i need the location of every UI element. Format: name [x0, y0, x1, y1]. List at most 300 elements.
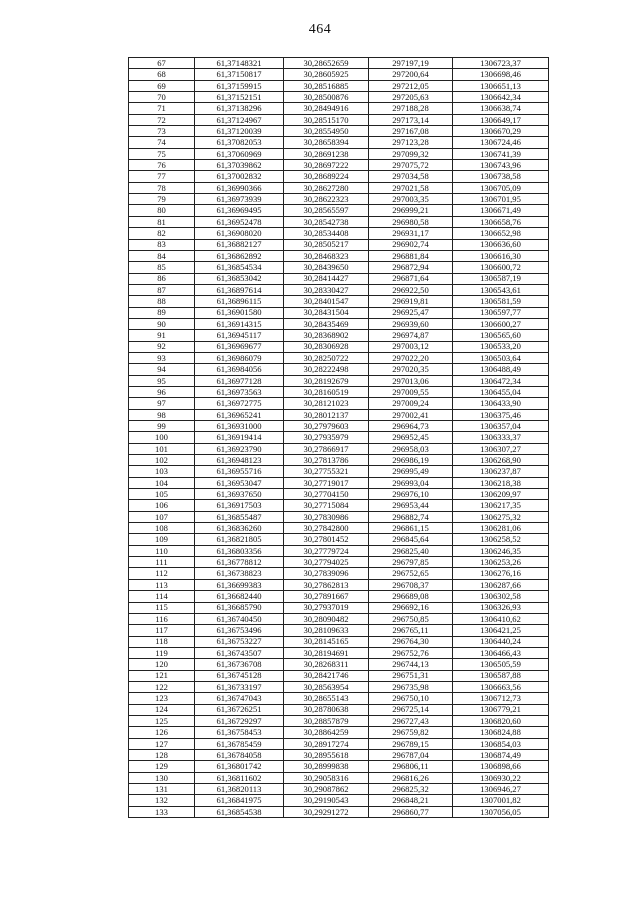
- x-coordinate-cell: 296825,32: [369, 784, 453, 795]
- y-coordinate-cell: 1306505,59: [453, 659, 549, 670]
- point-number-cell: 104: [129, 477, 195, 488]
- point-number-cell: 67: [129, 58, 195, 69]
- y-coordinate-cell: 1306820,60: [453, 715, 549, 726]
- y-coordinate-cell: 1306724,46: [453, 137, 549, 148]
- table-row: [129, 659, 549, 670]
- latitude-cell: 61,36753496: [195, 625, 284, 636]
- table-row: [129, 772, 549, 783]
- y-coordinate-cell: 1306268,90: [453, 455, 549, 466]
- latitude-cell: 61,36882127: [195, 239, 284, 250]
- latitude-cell: 61,36685790: [195, 602, 284, 613]
- coordinates-table: [128, 57, 549, 818]
- table-row: [129, 704, 549, 715]
- x-coordinate-cell: 297013,06: [369, 375, 453, 386]
- y-coordinate-cell: 1306281,06: [453, 523, 549, 534]
- latitude-cell: 61,36908020: [195, 228, 284, 239]
- x-coordinate-cell: 296974,87: [369, 330, 453, 341]
- latitude-cell: 61,36937650: [195, 489, 284, 500]
- latitude-cell: 61,36854538: [195, 806, 284, 817]
- x-coordinate-cell: 297205,63: [369, 92, 453, 103]
- table-row: [129, 341, 549, 352]
- latitude-cell: 61,37148321: [195, 58, 284, 69]
- latitude-cell: 61,36973563: [195, 386, 284, 397]
- longitude-cell: 30,28012137: [284, 409, 369, 420]
- table-row: [129, 477, 549, 488]
- point-number-cell: 98: [129, 409, 195, 420]
- y-coordinate-cell: 1306698,46: [453, 69, 549, 80]
- x-coordinate-cell: 296708,37: [369, 579, 453, 590]
- point-number-cell: 102: [129, 455, 195, 466]
- latitude-cell: 61,36821805: [195, 534, 284, 545]
- table-row: [129, 137, 549, 148]
- latitude-cell: 61,36801742: [195, 761, 284, 772]
- latitude-cell: 61,37159915: [195, 80, 284, 91]
- longitude-cell: 30,28435469: [284, 318, 369, 329]
- table-row: [129, 489, 549, 500]
- latitude-cell: 61,36836260: [195, 523, 284, 534]
- x-coordinate-cell: 296881,84: [369, 250, 453, 261]
- point-number-cell: 111: [129, 557, 195, 568]
- x-coordinate-cell: 296727,43: [369, 715, 453, 726]
- table-row: [129, 103, 549, 114]
- x-coordinate-cell: 296980,58: [369, 216, 453, 227]
- y-coordinate-cell: 1306930,22: [453, 772, 549, 783]
- longitude-cell: 30,28999838: [284, 761, 369, 772]
- x-coordinate-cell: 297099,32: [369, 148, 453, 159]
- latitude-cell: 61,36729297: [195, 715, 284, 726]
- longitude-cell: 30,27813786: [284, 455, 369, 466]
- y-coordinate-cell: 1306455,04: [453, 386, 549, 397]
- table-row: [129, 262, 549, 273]
- latitude-cell: 61,36965241: [195, 409, 284, 420]
- latitude-cell: 61,36969495: [195, 205, 284, 216]
- latitude-cell: 61,36758453: [195, 727, 284, 738]
- latitude-cell: 61,36984056: [195, 364, 284, 375]
- table-row: [129, 216, 549, 227]
- point-number-cell: 84: [129, 250, 195, 261]
- y-coordinate-cell: 1306738,58: [453, 171, 549, 182]
- point-number-cell: 113: [129, 579, 195, 590]
- y-coordinate-cell: 1306649,17: [453, 114, 549, 125]
- table-row: [129, 784, 549, 795]
- y-coordinate-cell: 1306357,04: [453, 421, 549, 432]
- y-coordinate-cell: 1306898,66: [453, 761, 549, 772]
- x-coordinate-cell: 296848,21: [369, 795, 453, 806]
- point-number-cell: 122: [129, 681, 195, 692]
- latitude-cell: 61,36931000: [195, 421, 284, 432]
- latitude-cell: 61,37150817: [195, 69, 284, 80]
- point-number-cell: 107: [129, 511, 195, 522]
- longitude-cell: 30,28565597: [284, 205, 369, 216]
- table-row: [129, 670, 549, 681]
- latitude-cell: 61,36896115: [195, 296, 284, 307]
- point-number-cell: 116: [129, 613, 195, 624]
- x-coordinate-cell: 296902,74: [369, 239, 453, 250]
- longitude-cell: 30,28655143: [284, 693, 369, 704]
- latitude-cell: 61,36969677: [195, 341, 284, 352]
- longitude-cell: 30,27866917: [284, 443, 369, 454]
- latitude-cell: 61,36914315: [195, 318, 284, 329]
- x-coordinate-cell: 296931,17: [369, 228, 453, 239]
- y-coordinate-cell: 1306326,93: [453, 602, 549, 613]
- longitude-cell: 30,29058316: [284, 772, 369, 783]
- longitude-cell: 30,28368902: [284, 330, 369, 341]
- point-number-cell: 128: [129, 749, 195, 760]
- y-coordinate-cell: 1306705,09: [453, 182, 549, 193]
- y-coordinate-cell: 1306209,97: [453, 489, 549, 500]
- longitude-cell: 30,28194691: [284, 647, 369, 658]
- latitude-cell: 61,36740450: [195, 613, 284, 624]
- table-row: [129, 602, 549, 613]
- point-number-cell: 127: [129, 738, 195, 749]
- table-row: [129, 318, 549, 329]
- latitude-cell: 61,37138296: [195, 103, 284, 114]
- y-coordinate-cell: 1306701,95: [453, 194, 549, 205]
- latitude-cell: 61,36919414: [195, 432, 284, 443]
- y-coordinate-cell: 1306779,21: [453, 704, 549, 715]
- latitude-cell: 61,36955716: [195, 466, 284, 477]
- x-coordinate-cell: 297075,72: [369, 160, 453, 171]
- table-row: [129, 307, 549, 318]
- point-number-cell: 69: [129, 80, 195, 91]
- longitude-cell: 30,28622323: [284, 194, 369, 205]
- point-number-cell: 72: [129, 114, 195, 125]
- longitude-cell: 30,28542738: [284, 216, 369, 227]
- table-row: [129, 647, 549, 658]
- table-row: [129, 160, 549, 171]
- longitude-cell: 30,28955618: [284, 749, 369, 760]
- point-number-cell: 94: [129, 364, 195, 375]
- point-number-cell: 70: [129, 92, 195, 103]
- longitude-cell: 30,27755321: [284, 466, 369, 477]
- x-coordinate-cell: 296751,31: [369, 670, 453, 681]
- point-number-cell: 81: [129, 216, 195, 227]
- longitude-cell: 30,27801452: [284, 534, 369, 545]
- table-row: [129, 738, 549, 749]
- y-coordinate-cell: 1306600,27: [453, 318, 549, 329]
- longitude-cell: 30,28306928: [284, 341, 369, 352]
- x-coordinate-cell: 296765,11: [369, 625, 453, 636]
- latitude-cell: 61,36953047: [195, 477, 284, 488]
- table-row: [129, 455, 549, 466]
- longitude-cell: 30,28160519: [284, 386, 369, 397]
- latitude-cell: 61,36736708: [195, 659, 284, 670]
- table-row: [129, 364, 549, 375]
- y-coordinate-cell: 1306824,88: [453, 727, 549, 738]
- table-row: [129, 409, 549, 420]
- longitude-cell: 30,28494916: [284, 103, 369, 114]
- x-coordinate-cell: 296882,74: [369, 511, 453, 522]
- longitude-cell: 30,28515170: [284, 114, 369, 125]
- longitude-cell: 30,28534408: [284, 228, 369, 239]
- x-coordinate-cell: 296725,14: [369, 704, 453, 715]
- latitude-cell: 61,36745128: [195, 670, 284, 681]
- latitude-cell: 61,36841975: [195, 795, 284, 806]
- table-row: [129, 228, 549, 239]
- x-coordinate-cell: 296872,94: [369, 262, 453, 273]
- y-coordinate-cell: 1306375,46: [453, 409, 549, 420]
- longitude-cell: 30,28780638: [284, 704, 369, 715]
- latitude-cell: 61,36785459: [195, 738, 284, 749]
- latitude-cell: 61,36803356: [195, 545, 284, 556]
- table-row: [129, 80, 549, 91]
- x-coordinate-cell: 297009,55: [369, 386, 453, 397]
- longitude-cell: 30,28691238: [284, 148, 369, 159]
- x-coordinate-cell: 297002,41: [369, 409, 453, 420]
- x-coordinate-cell: 296750,85: [369, 613, 453, 624]
- x-coordinate-cell: 297022,20: [369, 352, 453, 363]
- x-coordinate-cell: 296787,04: [369, 749, 453, 760]
- y-coordinate-cell: 1306743,96: [453, 160, 549, 171]
- longitude-cell: 30,28917274: [284, 738, 369, 749]
- point-number-cell: 89: [129, 307, 195, 318]
- table-row: [129, 443, 549, 454]
- y-coordinate-cell: 1306472,34: [453, 375, 549, 386]
- y-coordinate-cell: 1306533,20: [453, 341, 549, 352]
- y-coordinate-cell: 1306237,87: [453, 466, 549, 477]
- y-coordinate-cell: 1306587,88: [453, 670, 549, 681]
- coordinates-table-body: [129, 58, 549, 818]
- longitude-cell: 30,27830986: [284, 511, 369, 522]
- longitude-cell: 30,28121023: [284, 398, 369, 409]
- point-number-cell: 106: [129, 500, 195, 511]
- longitude-cell: 30,28330427: [284, 284, 369, 295]
- point-number-cell: 99: [129, 421, 195, 432]
- table-row: [129, 239, 549, 250]
- longitude-cell: 30,28468323: [284, 250, 369, 261]
- longitude-cell: 30,28658394: [284, 137, 369, 148]
- x-coordinate-cell: 297212,05: [369, 80, 453, 91]
- x-coordinate-cell: 296789,15: [369, 738, 453, 749]
- table-row: [129, 466, 549, 477]
- longitude-cell: 30,27862813: [284, 579, 369, 590]
- table-row: [129, 182, 549, 193]
- latitude-cell: 61,36738823: [195, 568, 284, 579]
- point-number-cell: 93: [129, 352, 195, 363]
- y-coordinate-cell: 1306253,26: [453, 557, 549, 568]
- x-coordinate-cell: 297034,58: [369, 171, 453, 182]
- y-coordinate-cell: 1306874,49: [453, 749, 549, 760]
- latitude-cell: 61,36973939: [195, 194, 284, 205]
- latitude-cell: 61,37152151: [195, 92, 284, 103]
- y-coordinate-cell: 1306440,24: [453, 636, 549, 647]
- latitude-cell: 61,36945117: [195, 330, 284, 341]
- x-coordinate-cell: 297021,58: [369, 182, 453, 193]
- latitude-cell: 61,36917503: [195, 500, 284, 511]
- x-coordinate-cell: 296999,21: [369, 205, 453, 216]
- point-number-cell: 100: [129, 432, 195, 443]
- longitude-cell: 30,27704150: [284, 489, 369, 500]
- table-row: [129, 250, 549, 261]
- y-coordinate-cell: 1306723,37: [453, 58, 549, 69]
- table-row: [129, 761, 549, 772]
- longitude-cell: 30,28439650: [284, 262, 369, 273]
- latitude-cell: 61,36784058: [195, 749, 284, 760]
- x-coordinate-cell: 296845,64: [369, 534, 453, 545]
- table-row: [129, 693, 549, 704]
- longitude-cell: 30,28864259: [284, 727, 369, 738]
- latitude-cell: 61,37120039: [195, 126, 284, 137]
- table-row: [129, 749, 549, 760]
- longitude-cell: 30,28109633: [284, 625, 369, 636]
- longitude-cell: 30,28505217: [284, 239, 369, 250]
- y-coordinate-cell: 1306946,27: [453, 784, 549, 795]
- y-coordinate-cell: 1306741,39: [453, 148, 549, 159]
- table-row: [129, 579, 549, 590]
- table-row: [129, 194, 549, 205]
- longitude-cell: 30,28421746: [284, 670, 369, 681]
- longitude-cell: 30,27891667: [284, 591, 369, 602]
- longitude-cell: 30,27935979: [284, 432, 369, 443]
- point-number-cell: 123: [129, 693, 195, 704]
- latitude-cell: 61,36853042: [195, 273, 284, 284]
- table-row: [129, 795, 549, 806]
- point-number-cell: 129: [129, 761, 195, 772]
- y-coordinate-cell: 1306651,13: [453, 80, 549, 91]
- table-row: [129, 398, 549, 409]
- table-row: [129, 806, 549, 817]
- x-coordinate-cell: 296825,40: [369, 545, 453, 556]
- table-row: [129, 500, 549, 511]
- y-coordinate-cell: 1306671,49: [453, 205, 549, 216]
- y-coordinate-cell: 1306433,90: [453, 398, 549, 409]
- point-number-cell: 71: [129, 103, 195, 114]
- longitude-cell: 30,29087862: [284, 784, 369, 795]
- latitude-cell: 61,37124967: [195, 114, 284, 125]
- y-coordinate-cell: 1306275,32: [453, 511, 549, 522]
- table-row: [129, 715, 549, 726]
- table-row: [129, 148, 549, 159]
- x-coordinate-cell: 296735,98: [369, 681, 453, 692]
- table-row: [129, 511, 549, 522]
- table-row: [129, 171, 549, 182]
- longitude-cell: 30,28652659: [284, 58, 369, 69]
- x-coordinate-cell: 297197,19: [369, 58, 453, 69]
- x-coordinate-cell: 297003,12: [369, 341, 453, 352]
- latitude-cell: 61,37060969: [195, 148, 284, 159]
- y-coordinate-cell: 1306276,16: [453, 568, 549, 579]
- point-number-cell: 118: [129, 636, 195, 647]
- point-number-cell: 109: [129, 534, 195, 545]
- longitude-cell: 30,28697222: [284, 160, 369, 171]
- x-coordinate-cell: 296689,08: [369, 591, 453, 602]
- table-row: [129, 352, 549, 363]
- point-number-cell: 114: [129, 591, 195, 602]
- point-number-cell: 130: [129, 772, 195, 783]
- table-row: [129, 557, 549, 568]
- point-number-cell: 90: [129, 318, 195, 329]
- point-number-cell: 95: [129, 375, 195, 386]
- latitude-cell: 61,36990366: [195, 182, 284, 193]
- point-number-cell: 131: [129, 784, 195, 795]
- latitude-cell: 61,36747043: [195, 693, 284, 704]
- x-coordinate-cell: 296806,11: [369, 761, 453, 772]
- y-coordinate-cell: 1306421,25: [453, 625, 549, 636]
- point-number-cell: 121: [129, 670, 195, 681]
- y-coordinate-cell: 1306642,34: [453, 92, 549, 103]
- x-coordinate-cell: 296953,44: [369, 500, 453, 511]
- x-coordinate-cell: 297009,24: [369, 398, 453, 409]
- longitude-cell: 30,29190543: [284, 795, 369, 806]
- point-number-cell: 83: [129, 239, 195, 250]
- point-number-cell: 133: [129, 806, 195, 817]
- table-row: [129, 432, 549, 443]
- table-row: [129, 421, 549, 432]
- point-number-cell: 92: [129, 341, 195, 352]
- latitude-cell: 61,36862892: [195, 250, 284, 261]
- x-coordinate-cell: 296919,81: [369, 296, 453, 307]
- latitude-cell: 61,36972775: [195, 398, 284, 409]
- point-number-cell: 76: [129, 160, 195, 171]
- point-number-cell: 74: [129, 137, 195, 148]
- longitude-cell: 30,27937019: [284, 602, 369, 613]
- latitude-cell: 61,36778812: [195, 557, 284, 568]
- y-coordinate-cell: 1306488,49: [453, 364, 549, 375]
- latitude-cell: 61,36923790: [195, 443, 284, 454]
- longitude-cell: 30,28090482: [284, 613, 369, 624]
- x-coordinate-cell: 297167,08: [369, 126, 453, 137]
- longitude-cell: 30,27719017: [284, 477, 369, 488]
- y-coordinate-cell: 1306600,72: [453, 262, 549, 273]
- y-coordinate-cell: 1306287,66: [453, 579, 549, 590]
- latitude-cell: 61,36855487: [195, 511, 284, 522]
- longitude-cell: 30,28250722: [284, 352, 369, 363]
- y-coordinate-cell: 1306333,37: [453, 432, 549, 443]
- y-coordinate-cell: 1306670,29: [453, 126, 549, 137]
- point-number-cell: 105: [129, 489, 195, 500]
- point-number-cell: 77: [129, 171, 195, 182]
- x-coordinate-cell: 296958,03: [369, 443, 453, 454]
- y-coordinate-cell: 1306246,35: [453, 545, 549, 556]
- x-coordinate-cell: 296922,50: [369, 284, 453, 295]
- table-row: [129, 92, 549, 103]
- latitude-cell: 61,36726251: [195, 704, 284, 715]
- longitude-cell: 30,28689224: [284, 171, 369, 182]
- point-number-cell: 82: [129, 228, 195, 239]
- point-number-cell: 86: [129, 273, 195, 284]
- longitude-cell: 30,27794025: [284, 557, 369, 568]
- table-row: [129, 205, 549, 216]
- longitude-cell: 30,28431504: [284, 307, 369, 318]
- table-row: [129, 625, 549, 636]
- longitude-cell: 30,28401547: [284, 296, 369, 307]
- table-row: [129, 681, 549, 692]
- table-row: [129, 284, 549, 295]
- y-coordinate-cell: 1306466,43: [453, 647, 549, 658]
- table-row: [129, 545, 549, 556]
- x-coordinate-cell: 296939,60: [369, 318, 453, 329]
- point-number-cell: 80: [129, 205, 195, 216]
- longitude-cell: 30,28192679: [284, 375, 369, 386]
- longitude-cell: 30,28857879: [284, 715, 369, 726]
- longitude-cell: 30,27715084: [284, 500, 369, 511]
- point-number-cell: 112: [129, 568, 195, 579]
- x-coordinate-cell: 297173,14: [369, 114, 453, 125]
- x-coordinate-cell: 296752,65: [369, 568, 453, 579]
- point-number-cell: 78: [129, 182, 195, 193]
- longitude-cell: 30,27839096: [284, 568, 369, 579]
- y-coordinate-cell: 1307001,82: [453, 795, 549, 806]
- x-coordinate-cell: 296952,45: [369, 432, 453, 443]
- latitude-cell: 61,36820113: [195, 784, 284, 795]
- point-number-cell: 85: [129, 262, 195, 273]
- longitude-cell: 30,28268311: [284, 659, 369, 670]
- longitude-cell: 30,28563954: [284, 681, 369, 692]
- y-coordinate-cell: 1306616,30: [453, 250, 549, 261]
- y-coordinate-cell: 1306543,61: [453, 284, 549, 295]
- x-coordinate-cell: 297188,28: [369, 103, 453, 114]
- point-number-cell: 125: [129, 715, 195, 726]
